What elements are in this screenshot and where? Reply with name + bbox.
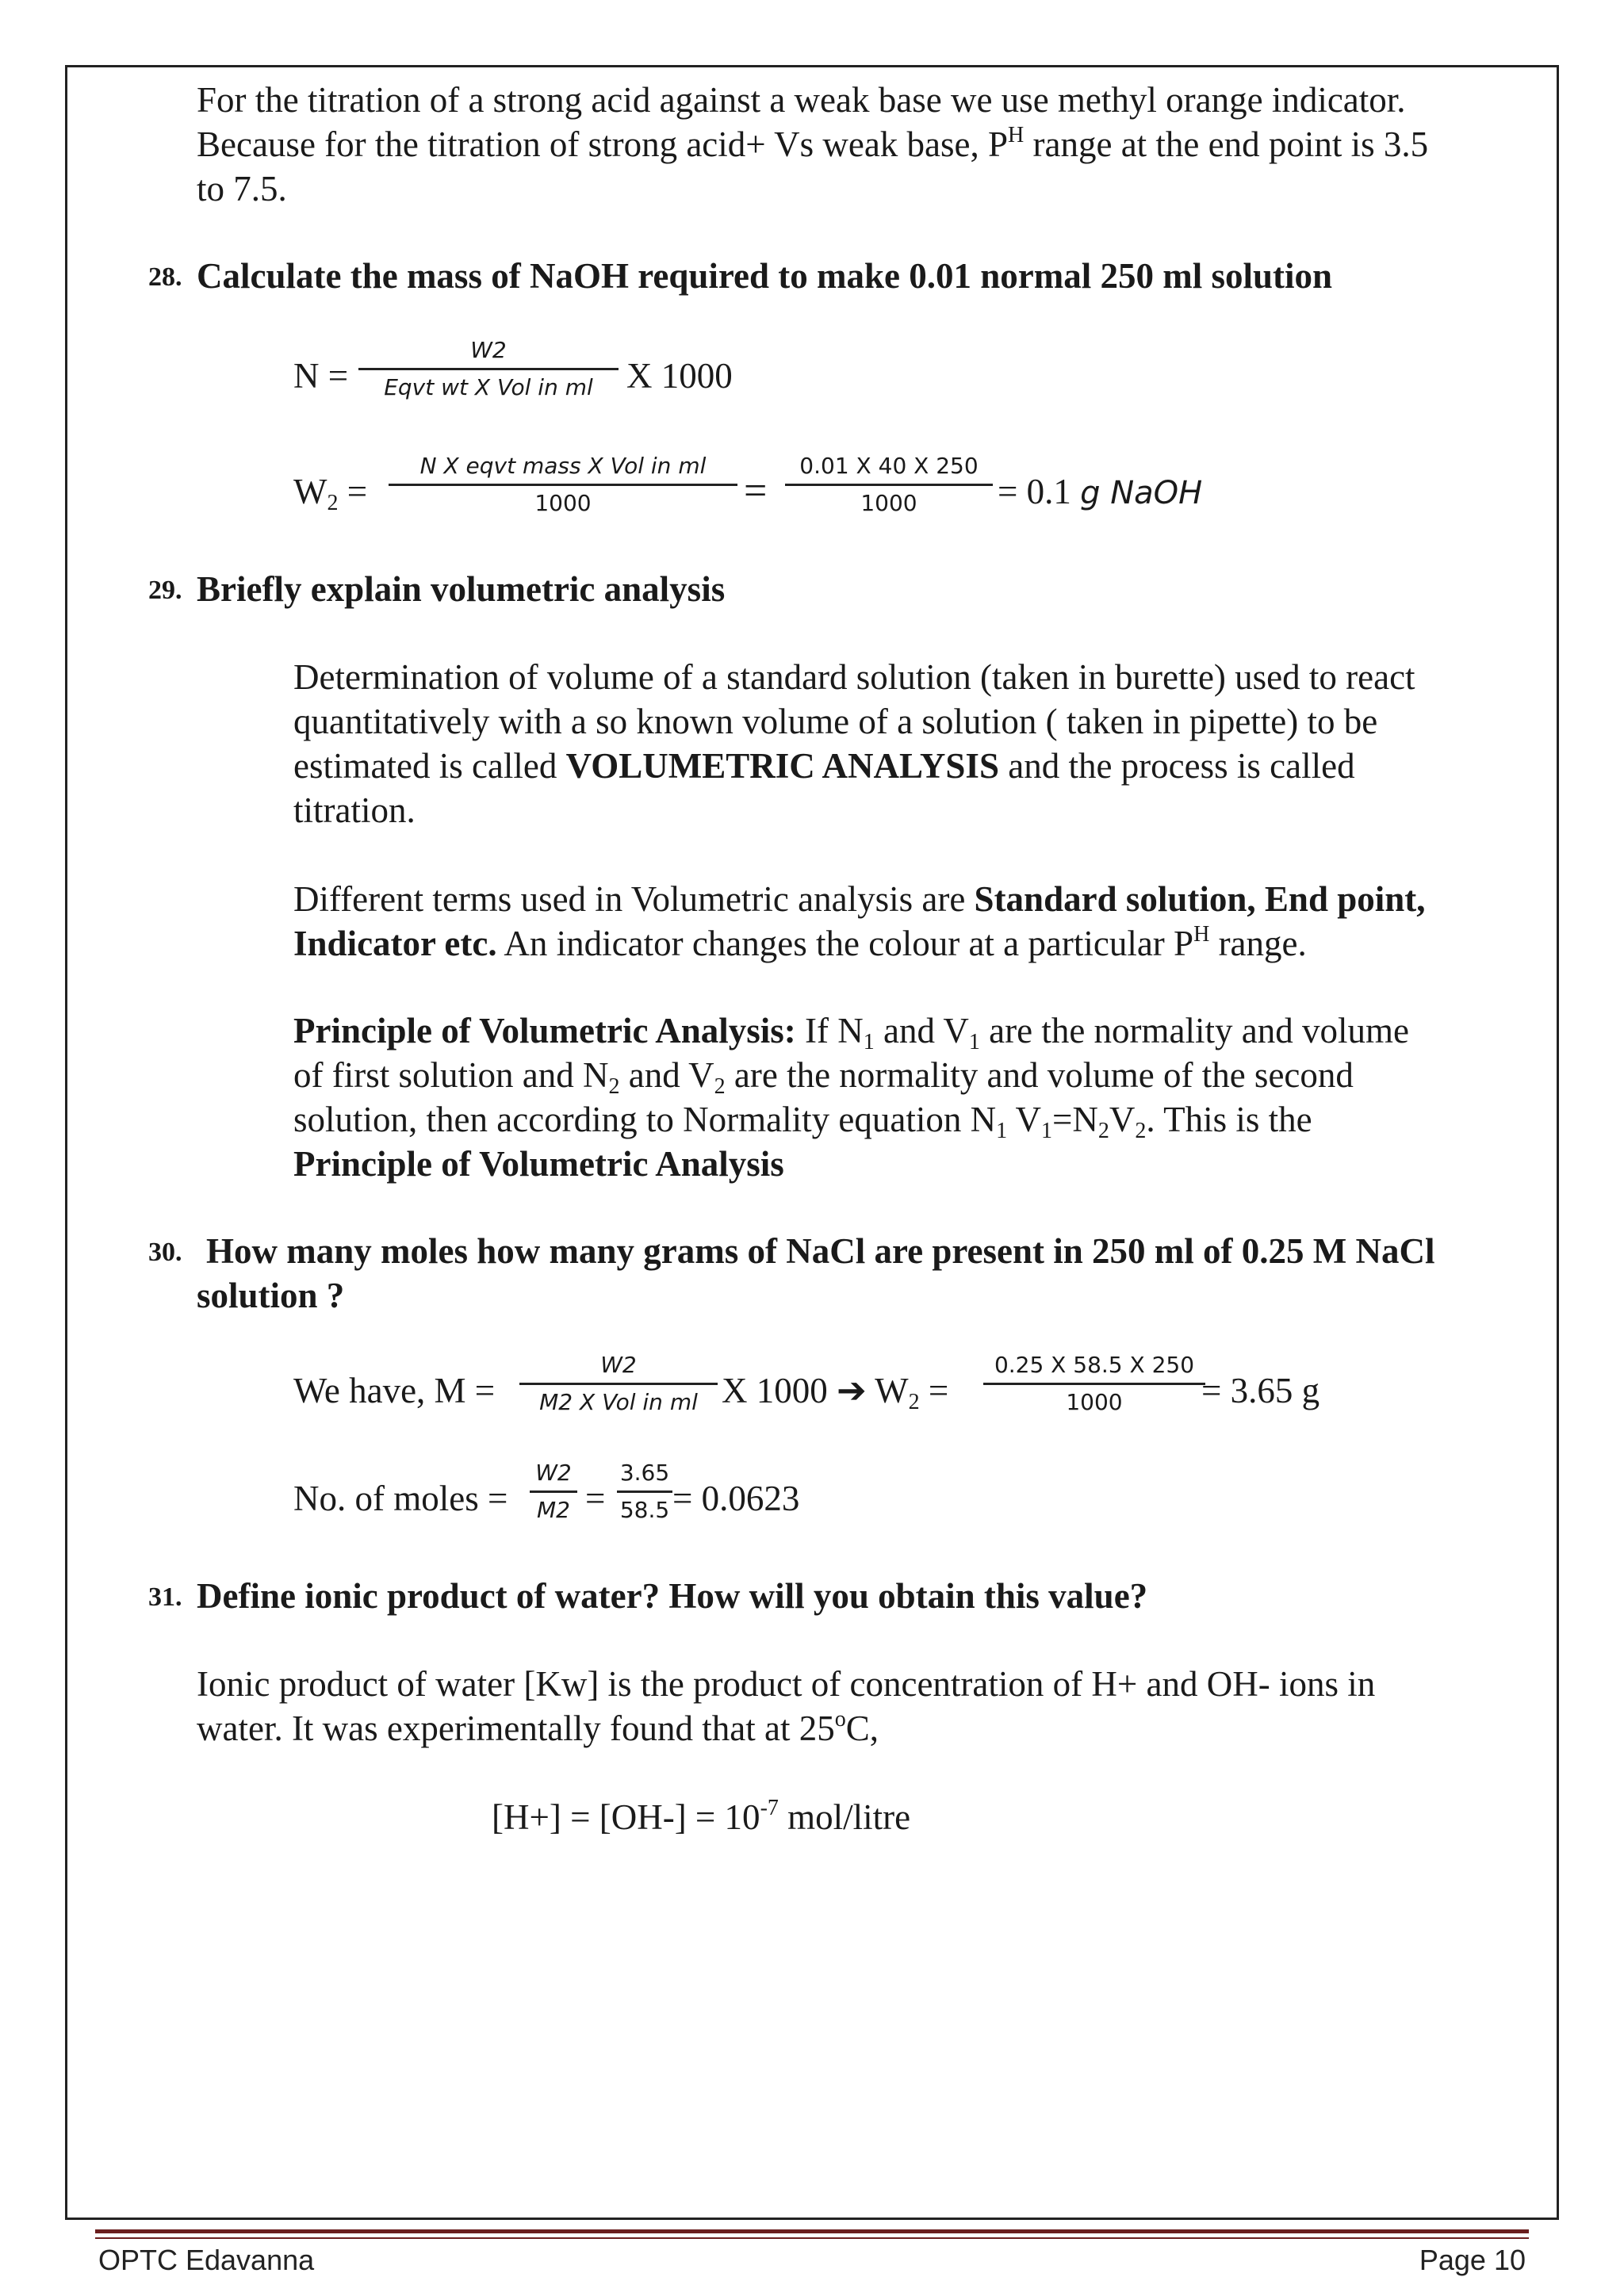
question-30-text-line-2: solution ?: [197, 1276, 345, 1315]
fraction-bar: [530, 1490, 577, 1493]
q30-eq2-denominator-2: 58.5: [619, 1497, 670, 1523]
q28-eq1-fraction: [358, 335, 619, 404]
q30-eq1-denominator-1: M2 X Vol in ml: [539, 1389, 698, 1415]
q28-eq1-denominator: Eqvt wt X Vol in ml: [384, 374, 593, 400]
q29-p3-line-3: solution, then according to Normality equation $N_1$ $V_1=N_2V_2$. This is the: [293, 1100, 1312, 1143]
q28-eq2-denominator-1: 1000: [534, 490, 592, 516]
q30-eq2-lhs: No. of moles =: [293, 1479, 508, 1518]
q30-eq1-numerator-2: 0.25 X 58.5 X 250: [994, 1352, 1195, 1378]
q30-eq2-fraction-1: [530, 1457, 577, 1526]
q28-eq2-numerator-2: 0.01 X 40 X 250: [799, 453, 979, 479]
q30-eq2-numerator-1: W2: [535, 1460, 572, 1486]
q30-eq1-lhs: We have, M =: [293, 1371, 496, 1410]
question-number-28: 28.: [148, 262, 182, 292]
intro-line-2: Because for the titration of strong acid+ Vs weak base, $P^H$ range at the end point is 3.5: [197, 123, 1429, 164]
q28-eq2-equals: =: [744, 469, 768, 514]
q29-p3-line-2: of first solution and $N_2$ and $V_2$ are the normality and volume of the second: [293, 1055, 1354, 1099]
q30-eq2-denominator-1: M2: [537, 1497, 570, 1523]
fraction-bar: [983, 1383, 1205, 1385]
q31-equation: $[H+] = [OH-] = 10^{-7}$ mol/litre: [492, 1796, 911, 1837]
q30-eq1-fraction-2: [983, 1349, 1205, 1418]
q30-eq2-result: = 0.0623: [672, 1479, 800, 1518]
q30-eq1-result: = 3.65 g: [1201, 1371, 1320, 1410]
q30-eq2-fraction-2: [617, 1457, 672, 1526]
q29-p2-line-2: Indicator etc. An indicator changes the colour at a particular $P^H$ range.: [293, 922, 1307, 963]
q30-eq1-denominator-2: 1000: [1066, 1389, 1123, 1415]
intro-line-3: to 7.5.: [197, 169, 287, 209]
fraction-bar: [519, 1383, 718, 1385]
fraction-bar: [389, 484, 737, 486]
page-border: [65, 65, 1559, 2220]
question-29-text: Briefly explain volumetric analysis: [197, 569, 726, 609]
intro-line-1: For the titration of a strong acid against a weak base we use methyl orange indicator.: [197, 80, 1406, 120]
footer-left: OPTC Edavanna: [98, 2244, 315, 2276]
q28-eq2-numerator-1: N X eqvt mass X Vol in ml: [419, 453, 707, 479]
q30-eq1-fraction-1: [519, 1349, 718, 1418]
q28-eq2-lhs: $W_2$ =: [293, 472, 368, 515]
q29-p2-line-1: Different terms used in Volumetric analysis are Standard solution, End point,: [293, 879, 1426, 919]
q28-eq2-fraction-1: [389, 450, 737, 519]
fraction-bar: [358, 368, 619, 370]
q30-eq2-equals: =: [585, 1479, 606, 1518]
q28-eq1-numerator: W2: [470, 337, 507, 363]
footer-rule-thin: [95, 2237, 1529, 2239]
question-28-text: Calculate the mass of NaOH required to make 0.01 normal 250 ml solution: [197, 256, 1333, 296]
q31-line-1: Ionic product of water [Kw] is the product of concentration of H+ and OH- ions in: [197, 1664, 1376, 1704]
q28-eq2-denominator-2: 1000: [860, 490, 917, 516]
q29-p1-line-4: titration.: [293, 790, 416, 830]
footer-rule: [95, 2229, 1529, 2233]
question-number-29: 29.: [148, 576, 182, 605]
question-31-text: Define ionic product of water? How will you obtain this value?: [197, 1576, 1148, 1616]
q28-eq1-lhs: N =: [293, 356, 349, 396]
q29-p3-line-1: Principle of Volumetric Analysis: If $N_1$ and $V_1$ are the normality and volume: [293, 1011, 1409, 1054]
q29-p1-line-2: quantitatively with a so known volume of a solution ( taken in pipette) to be: [293, 702, 1378, 741]
question-number-30: 30.: [148, 1238, 182, 1267]
q28-eq2-fraction-2: [785, 450, 993, 519]
q30-eq1-numerator-1: W2: [600, 1352, 637, 1378]
q28-eq2-result: = 0.1 g NaOH: [998, 472, 1203, 511]
q30-eq2-numerator-2: 3.65: [619, 1460, 670, 1486]
q29-p1-line-1: Determination of volume of a standard solution (taken in burette) used to react: [293, 657, 1415, 697]
fraction-bar: [785, 484, 993, 486]
q29-p3-line-4: Principle of Volumetric Analysis: [293, 1144, 784, 1184]
page-number: Page 10: [1419, 2244, 1526, 2276]
q30-eq1-mid: X 1000 ➔ $W_2$ =: [722, 1371, 949, 1414]
q31-line-2: water. It was experimentally found that at 25$^o$C,: [197, 1707, 879, 1748]
q29-p1-line-3: estimated is called VOLUMETRIC ANALYSIS and the process is called: [293, 746, 1355, 786]
q28-eq1-rhs: X 1000: [626, 356, 733, 396]
fraction-bar: [617, 1490, 672, 1493]
question-30-text-line-1: How many moles how many grams of NaCl are present in 250 ml of 0.25 M NaCl: [206, 1231, 1435, 1271]
question-number-31: 31.: [148, 1582, 182, 1612]
